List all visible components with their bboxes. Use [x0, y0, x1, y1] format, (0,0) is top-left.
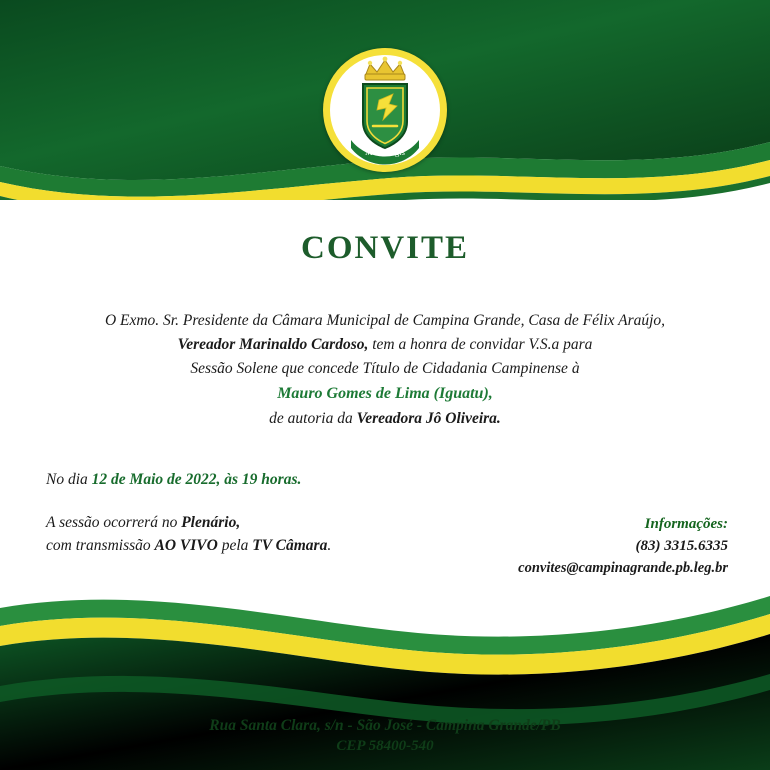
- invitation-line-3: Sessão Solene que concede Título de Cidadania Campinense à: [190, 360, 580, 378]
- footer-street: Rua Santa Clara, s/n - São José - Campina Grande/PB: [209, 717, 561, 735]
- author-name: Vereadora Jô Oliveira.: [356, 409, 501, 427]
- invitation-body: [0, 309, 770, 431]
- shield-icon: [363, 84, 407, 148]
- event-date-line: [0, 471, 770, 489]
- venue-name: Plenário,: [181, 513, 241, 531]
- date-prefix: No dia: [46, 470, 92, 488]
- contact-block: [518, 514, 728, 579]
- page-title: CONVITE: [300, 230, 470, 266]
- coat-of-arms: [323, 48, 447, 172]
- contact-heading: Informações:: [644, 516, 728, 532]
- authorship-prefix: de autoria da: [269, 409, 357, 427]
- invitation-content: [0, 196, 770, 616]
- broadcast-live: AO VIVO: [154, 537, 218, 555]
- footer-address: [0, 716, 770, 756]
- crown-icon: [365, 57, 405, 80]
- invitation-line-5: [46, 407, 724, 431]
- broadcast-prefix: com transmissão: [46, 537, 155, 555]
- contact-email[interactable]: convites@campinagrande.pb.leg.br: [518, 559, 728, 576]
- footer-zip: CEP 58400-540: [336, 737, 434, 754]
- venue-prefix: A sessão ocorrerá no: [46, 513, 182, 531]
- event-date: 12 de Maio de 2022, às 19 horas.: [91, 470, 302, 488]
- inviter-name: Vereador Marinaldo Cardoso,: [177, 336, 369, 354]
- invitation-line-2-rest: tem a honra de convidar V.S.a para: [368, 336, 593, 354]
- honoree-name: Mauro Gomes de Lima (Iguatu),: [277, 385, 493, 403]
- contact-phone[interactable]: (83) 3315.6335: [635, 537, 728, 554]
- invitation-line-2: [46, 333, 724, 357]
- broadcast-mid: pela: [217, 537, 253, 555]
- broadcast-post: .: [327, 537, 332, 555]
- crest-motto-text: Mens Legis: [365, 147, 405, 157]
- invitation-line-1: O Exmo. Sr. Presidente da Câmara Municipal de Campina Grande, Casa de Félix Araújo,: [104, 312, 666, 329]
- broadcast-channel: TV Câmara: [252, 537, 328, 555]
